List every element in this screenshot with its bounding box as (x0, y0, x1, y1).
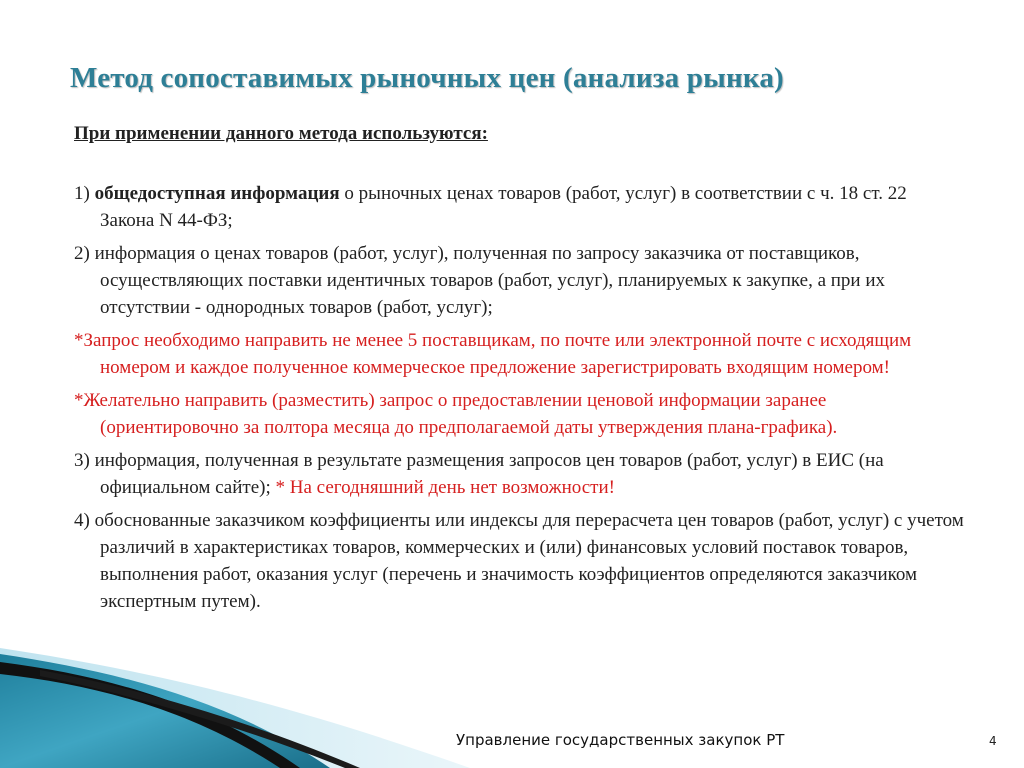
slide-content (74, 120, 964, 621)
list-item-4: 4) обоснованные заказчиком коэффициенты или индексы для перерасчета цен товаров (работ, услуг) с учетом различий в характеристиках товаров, коммерческих и (или) финансовых условий поставок товаров, выполнения работ, оказания услуг (перечень и значимость коэффициентов определяются заказчиком экспертным путем). (74, 510, 964, 612)
footer-organization: Управление государственных закупок РТ (456, 731, 785, 749)
note-request-timing: *Желательно направить (разместить) запрос о предоставлении ценовой информации заранее (ориентировочно за полтора месяца до предполагаемой даты утверждения плана-графика). (74, 390, 838, 438)
list-item-1 (74, 180, 964, 234)
list-item-3 (74, 447, 964, 501)
slide-title: Метод сопоставимых рыночных цен (анализа рынка) (70, 62, 784, 94)
note-request-suppliers: *Запрос необходимо направить не менее 5 поставщикам, по почте или электронной почте с исходящим номером и каждое полученное коммерческое предложение зарегистрировать входящим номером! (74, 330, 912, 378)
item-1-bold: общедоступная информация (94, 183, 340, 204)
page-number: 4 (989, 734, 997, 748)
slide-subtitle: При применении данного метода используются: (74, 123, 488, 144)
item-1-prefix: 1) (74, 183, 95, 204)
item-3-red-note: * На сегодняшний день нет возможности! (275, 477, 615, 498)
item-1-text: о рыночных ценах товаров (работ, услуг) в соответствии с ч. 18 ст. 22 Закона N 44-ФЗ; (100, 183, 907, 231)
item-3-text: 3) информация, полученная в результате размещения запросов цен товаров (работ, услуг) в ЕИС (на официальном сайте); (74, 450, 884, 498)
list-item-2: 2) информация о ценах товаров (работ, услуг), полученная по запросу заказчика от поставщиков, осуществляющих поставки идентичных товаров (работ, услуг), планируемых к закупке, а при их отсутствии - однородных товаров (работ, услуг); (74, 243, 886, 318)
